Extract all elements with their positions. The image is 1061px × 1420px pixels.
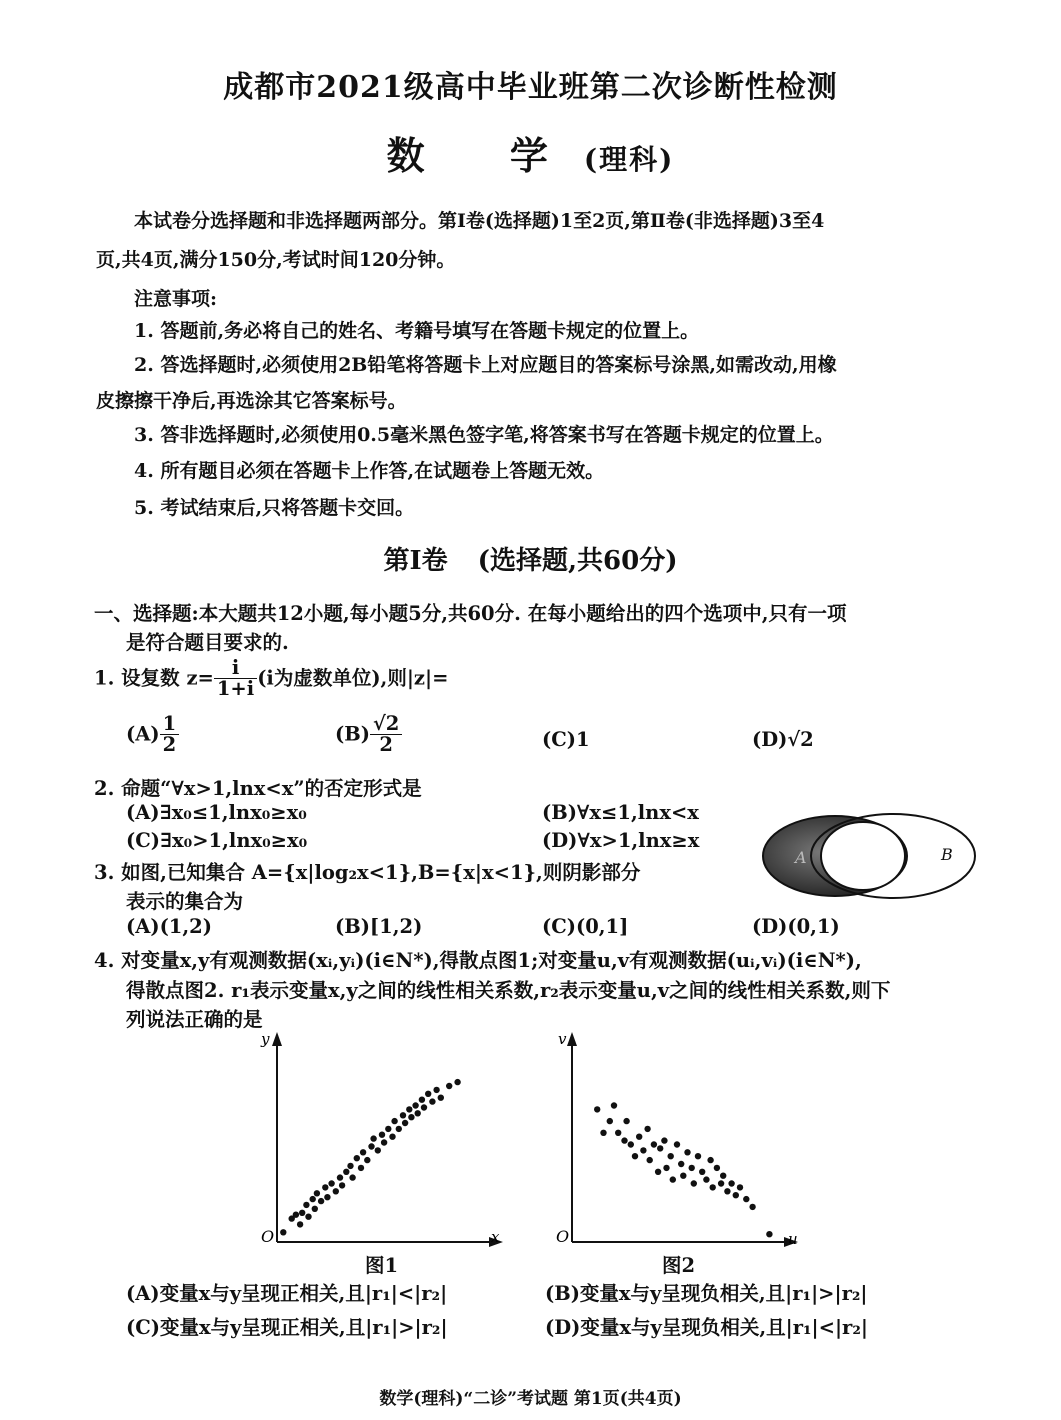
plot2-point-2: [600, 1130, 606, 1136]
plot2-point-24: [684, 1149, 690, 1155]
plot1-point-14: [328, 1180, 334, 1186]
plot1-point-25: [368, 1143, 374, 1149]
plot2-point-36: [728, 1180, 734, 1186]
q1-b-label: (B): [335, 722, 370, 746]
note-3: 3. 答非选择题时,必须使用0.5毫米黑色签字笔,将答案书写在答题卡规定的位置上。: [134, 424, 834, 446]
plot1-point-40: [419, 1097, 425, 1103]
q1-a-fraction: [160, 714, 180, 756]
plot1-point-38: [412, 1102, 418, 1108]
plot1-point-9: [312, 1206, 318, 1212]
q2-option-a: (A)∃x₀≤1,lnx₀≥x₀: [126, 801, 307, 824]
notes-heading: 注意事项:: [134, 288, 218, 310]
plot1-x-label: x: [491, 1228, 500, 1246]
plot1-point-12: [322, 1184, 328, 1190]
plot1-point-8: [310, 1196, 316, 1202]
plot1-point-19: [347, 1163, 353, 1169]
q3-option-a: (A)(1,2): [126, 915, 212, 938]
plot2-point-20: [670, 1176, 676, 1182]
plot1-point-41: [421, 1104, 427, 1110]
q4-option-d: (D)变量x与y呈现负相关,且|r₁|<|r₂|: [545, 1316, 868, 1339]
plot1-point-1: [280, 1229, 286, 1235]
plot2-point-38: [737, 1184, 743, 1190]
plot1-point-20: [349, 1174, 355, 1180]
plot2-point-26: [691, 1180, 697, 1186]
plot1-point-32: [391, 1118, 397, 1124]
plot1-point-23: [360, 1149, 366, 1155]
plot2-point-10: [636, 1134, 642, 1140]
section-subtitle: (选择题,共60分): [477, 546, 678, 576]
q4-option-a: (A)变量x与y呈现正相关,且|r₁|<|r₂|: [126, 1282, 448, 1305]
plot2-point-37: [733, 1192, 739, 1198]
note-2a: 2. 答选择题时,必须使用2B铅笔将答题卡上对应题目的答案标号涂黑,如需改动,用橡: [134, 354, 837, 376]
q4-stem-3: 列说法正确的是: [126, 1008, 263, 1031]
fig2-caption: 图2: [662, 1254, 696, 1277]
part1-line-2: 是符合题目要求的.: [126, 631, 289, 654]
plot2-point-21: [674, 1141, 680, 1147]
plot1-point-24: [364, 1157, 370, 1163]
plot2-point-34: [720, 1173, 726, 1179]
plot2-point-8: [628, 1141, 634, 1147]
plot1-point-43: [429, 1098, 435, 1104]
plot1-point-17: [339, 1182, 345, 1188]
q1-a-den: 2: [162, 733, 177, 757]
plot1-point-10: [314, 1190, 320, 1196]
subject-note: (理科): [583, 143, 675, 176]
plot1-point-7: [305, 1214, 311, 1220]
plot1-origin: O: [261, 1227, 275, 1246]
plot2-point-11: [640, 1147, 646, 1153]
plot2-x-label: u: [788, 1230, 798, 1248]
plot2-point-15: [655, 1169, 661, 1175]
q3-stem-1: 3. 如图,已知集合 A={x|log₂x<1},B={x|x<1},则阴影部分: [94, 861, 641, 884]
fig1-caption: 图1: [365, 1254, 399, 1277]
q2-option-b: (B)∀x≤1,lnx<x: [542, 801, 699, 824]
plot1-point-22: [358, 1165, 364, 1171]
venn-diagram: [755, 808, 985, 908]
section-heading: [0, 540, 1061, 577]
plot2-point-3: [607, 1118, 613, 1124]
plot1-point-27: [375, 1147, 381, 1153]
q1-frac-den: 1+i: [216, 677, 255, 701]
plot2-point-18: [663, 1165, 669, 1171]
plot1-point-34: [400, 1112, 406, 1118]
plot1-point-37: [408, 1114, 414, 1120]
plot1-point-39: [415, 1110, 421, 1116]
plot1-point-44: [433, 1087, 439, 1093]
q2-stem: 2. 命题“∀x>1,lnx<x”的否定形式是: [94, 777, 422, 800]
plot2-point-35: [724, 1188, 730, 1194]
plot2-point-9: [632, 1153, 638, 1159]
plot1-point-46: [446, 1083, 452, 1089]
plot2-point-32: [714, 1165, 720, 1171]
plot1-point-29: [381, 1139, 387, 1145]
plot1-point-5: [299, 1210, 305, 1216]
scatter-plot-2: [550, 1030, 810, 1252]
plot1-point-13: [324, 1194, 330, 1200]
plot1-point-16: [337, 1174, 343, 1180]
plot1-point-6: [303, 1202, 309, 1208]
venn-label-b: B: [941, 845, 953, 864]
intro-line-2: 页,共4页,满分150分,考试时间120分钟。: [96, 249, 456, 271]
q1-a-label: (A): [126, 722, 160, 746]
plot1-point-42: [425, 1091, 431, 1097]
plot1-point-15: [333, 1188, 339, 1194]
q1-option-b: [335, 714, 402, 756]
plot2-point-1: [594, 1106, 600, 1112]
plot1-point-21: [354, 1155, 360, 1161]
q1-frac-num: i: [214, 658, 257, 679]
plot2-point-19: [668, 1153, 674, 1159]
plot2-point-6: [621, 1137, 627, 1143]
plot1-point-11: [318, 1198, 324, 1204]
venn-inner-set: [821, 822, 905, 890]
plot1-point-45: [438, 1095, 444, 1101]
plot1-point-28: [379, 1132, 385, 1138]
note-4: 4. 所有题目必须在答题卡上作答,在试题卷上答题无效。: [134, 460, 605, 482]
q3-option-b: (B)[1,2): [335, 915, 423, 938]
plot1-points: [280, 1079, 461, 1236]
plot1-point-3: [293, 1212, 299, 1218]
part1-line-1: 一、选择题:本大题共12小题,每小题5分,共60分. 在每小题给出的四个选项中,只有一项: [94, 602, 847, 625]
plot2-y-arrow: [567, 1032, 577, 1046]
plot2-point-40: [749, 1204, 755, 1210]
q1-number: 1.: [94, 666, 115, 690]
q4-stem-2: 得散点图2. r₁表示变量x,y之间的线性相关系数,r₂表示变量u,v之间的线性相关系数,则下: [126, 979, 891, 1002]
q1-a-num: 1: [160, 714, 180, 735]
note-1: 1. 答题前,务必将自己的姓名、考籍号填写在答题卡规定的位置上。: [134, 320, 700, 342]
subject-name: 数 学: [386, 133, 584, 178]
q2-option-c: (C)∃x₀>1,lnx₀≥x₀: [126, 829, 308, 852]
plot2-point-16: [657, 1145, 663, 1151]
q1-post: (i为虚数单位),则|z|=: [257, 666, 449, 690]
page-footer: 数学(理科)“二诊”考试题 第1页(共4页): [379, 1389, 682, 1409]
plot1-y-arrow: [272, 1032, 282, 1046]
q3-option-d: (D)(0,1): [752, 915, 840, 938]
venn-label-a: A: [795, 848, 807, 867]
q1-option-d: (D)√2: [752, 728, 814, 751]
q3-stem-2: 表示的集合为: [126, 890, 244, 913]
note-5: 5. 考试结束后,只将答题卡交回。: [134, 497, 415, 519]
intro-line-1: 本试卷分选择题和非选择题两部分。第Ⅰ卷(选择题)1至2页,第Ⅱ卷(非选择题)3至4: [134, 210, 825, 232]
plot2-point-7: [623, 1118, 629, 1124]
q4-option-c: (C)变量x与y呈现正相关,且|r₁|>|r₂|: [126, 1316, 448, 1339]
plot1-point-47: [454, 1079, 460, 1085]
q1-fraction: [214, 658, 257, 700]
plot2-point-31: [710, 1184, 716, 1190]
subject-title: [0, 125, 1061, 180]
plot1-point-33: [396, 1126, 402, 1132]
q4-option-b: (B)变量x与y呈现负相关,且|r₁|>|r₂|: [545, 1282, 868, 1305]
plot1-point-30: [385, 1126, 391, 1132]
q1-stem: [94, 658, 448, 700]
scatter-plot-1: [255, 1030, 515, 1252]
q1-b-fraction: [370, 714, 402, 756]
plot2-point-12: [644, 1126, 650, 1132]
plot2-origin: O: [556, 1227, 570, 1246]
plot2-point-5: [615, 1130, 621, 1136]
plot1-point-26: [370, 1135, 376, 1141]
q1-b-den: 2: [379, 733, 393, 757]
plot2-point-27: [695, 1153, 701, 1159]
q4-stem-1: 4. 对变量x,y有观测数据(xᵢ,yᵢ)(i∈N*),得散点图1;对变量u,v有观测数据(uᵢ,vᵢ)(i∈N*),: [94, 949, 862, 972]
plot2-point-13: [647, 1157, 653, 1163]
q3-option-c: (C)(0,1]: [542, 915, 629, 938]
plot2-point-30: [707, 1157, 713, 1163]
plot2-points: [594, 1102, 773, 1237]
plot2-point-23: [680, 1173, 686, 1179]
plot2-point-28: [699, 1169, 705, 1175]
plot1-y-label: y: [261, 1030, 270, 1048]
plot1-point-4: [297, 1221, 303, 1227]
plot2-point-22: [678, 1161, 684, 1167]
section-title: 第Ⅰ卷: [383, 546, 448, 576]
exam-title: 成都市2021级高中毕业班第二次诊断性检测: [223, 70, 838, 105]
plot2-point-39: [743, 1196, 749, 1202]
plot2-point-33: [718, 1180, 724, 1186]
plot2-point-17: [661, 1137, 667, 1143]
plot1-point-18: [343, 1169, 349, 1175]
plot1-point-31: [389, 1134, 395, 1140]
q1-option-a: [126, 714, 179, 756]
note-2b: 皮擦擦干净后,再选涂其它答案标号。: [96, 390, 407, 412]
plot2-y-label: v: [558, 1030, 567, 1048]
q1-b-num: √2: [370, 714, 402, 735]
plot2-point-29: [703, 1176, 709, 1182]
plot2-point-14: [651, 1141, 657, 1147]
q1-option-c: (C)1: [542, 728, 590, 751]
plot2-point-41: [766, 1231, 772, 1237]
plot1-point-36: [406, 1106, 412, 1112]
plot2-point-4: [611, 1102, 617, 1108]
q1-pre: 设复数 z=: [121, 666, 214, 690]
plot1-point-35: [402, 1120, 408, 1126]
q2-option-d: (D)∀x>1,lnx≥x: [542, 829, 700, 852]
plot2-point-25: [689, 1165, 695, 1171]
